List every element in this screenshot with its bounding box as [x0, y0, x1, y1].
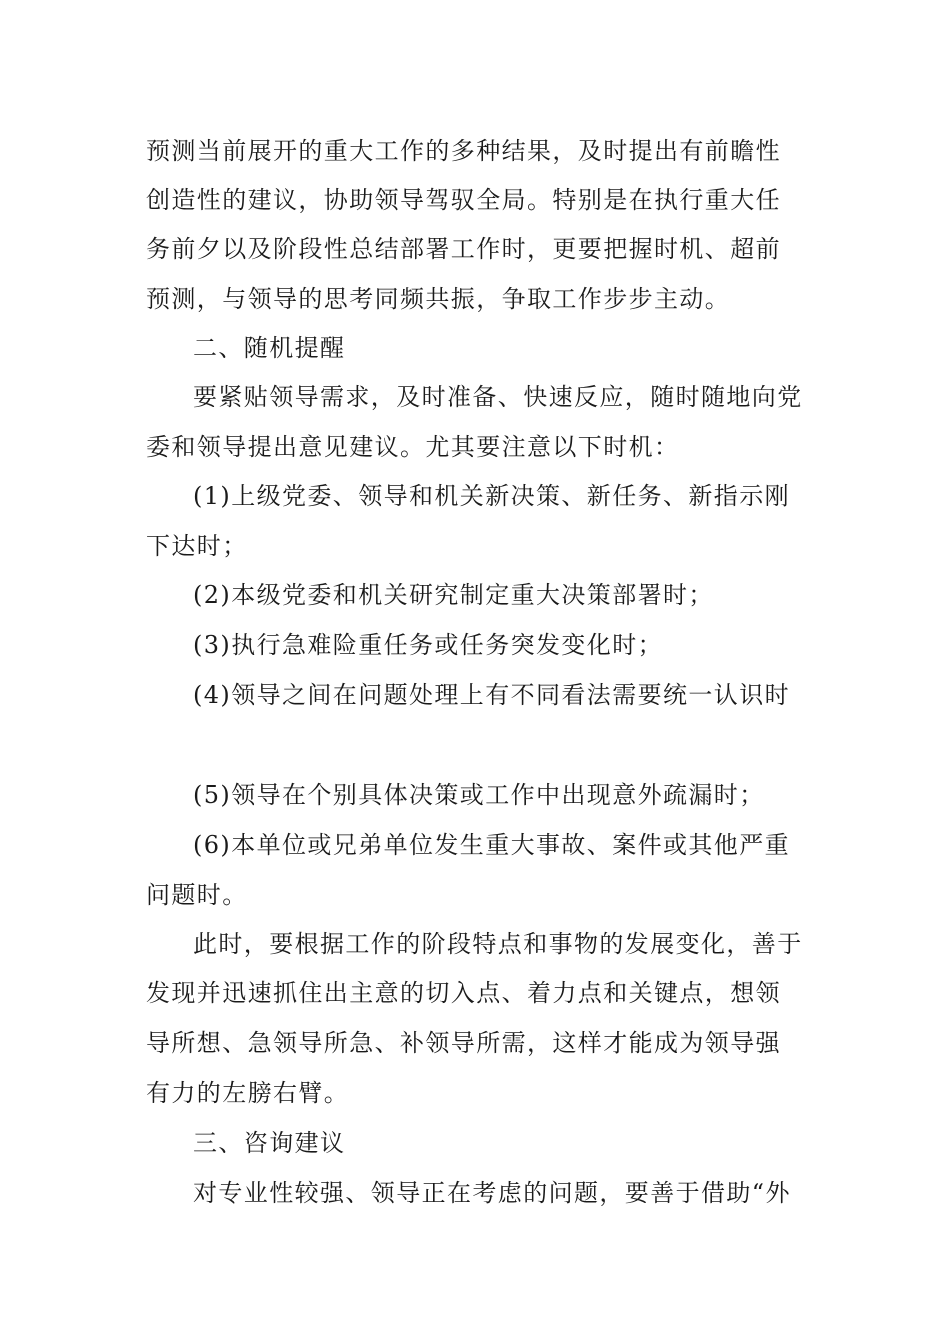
text-line: 委和领导提出意见建议。尤其要注意以下时机： — [146, 433, 680, 461]
text-line: 发现并迅速抓住出主意的切入点、着力点和关键点，想领 — [146, 979, 781, 1007]
list-item: (3)执行急难险重任务或任务突发变化时； — [193, 631, 663, 659]
text-line: 创造性的建议，协助领导驾驭全局。特别是在执行重大任 — [146, 186, 781, 214]
list-item: (2)本级党委和机关研究制定重大决策部署时； — [193, 581, 714, 609]
list-item-continuation: 下达时； — [146, 532, 248, 560]
text-line: 预测，与领导的思考同频共振，争取工作步步主动。 — [146, 285, 731, 313]
text-line: 对专业性较强、领导正在考虑的问题，要善于借助“外 — [193, 1179, 791, 1207]
section-heading: 二、随机提醒 — [193, 334, 346, 362]
text-line: 有力的左膀右臂。 — [146, 1079, 350, 1107]
list-item: (6)本单位或兄弟单位发生重大事故、案件或其他严重 — [193, 831, 790, 859]
text-line: 此时，要根据工作的阶段特点和事物的发展变化，善于 — [193, 930, 803, 958]
list-item: (1)上级党委、领导和机关新决策、新任务、新指示刚 — [193, 482, 790, 510]
list-item: (4)领导之间在问题处理上有不同看法需要统一认识时 — [193, 681, 790, 709]
list-item-continuation: 问题时。 — [146, 881, 248, 909]
text-line: 务前夕以及阶段性总结部署工作时，更要把握时机、超前 — [146, 235, 781, 263]
text-line: 导所想、急领导所急、补领导所需，这样才能成为领导强 — [146, 1029, 781, 1057]
section-heading: 三、咨询建议 — [193, 1129, 346, 1157]
text-line: 要紧贴领导需求，及时准备、快速反应，随时随地向党 — [193, 383, 803, 411]
text-line: 预测当前展开的重大工作的多种结果，及时提出有前瞻性 — [146, 137, 781, 165]
list-item: (5)领导在个别具体决策或工作中出现意外疏漏时； — [193, 781, 765, 809]
